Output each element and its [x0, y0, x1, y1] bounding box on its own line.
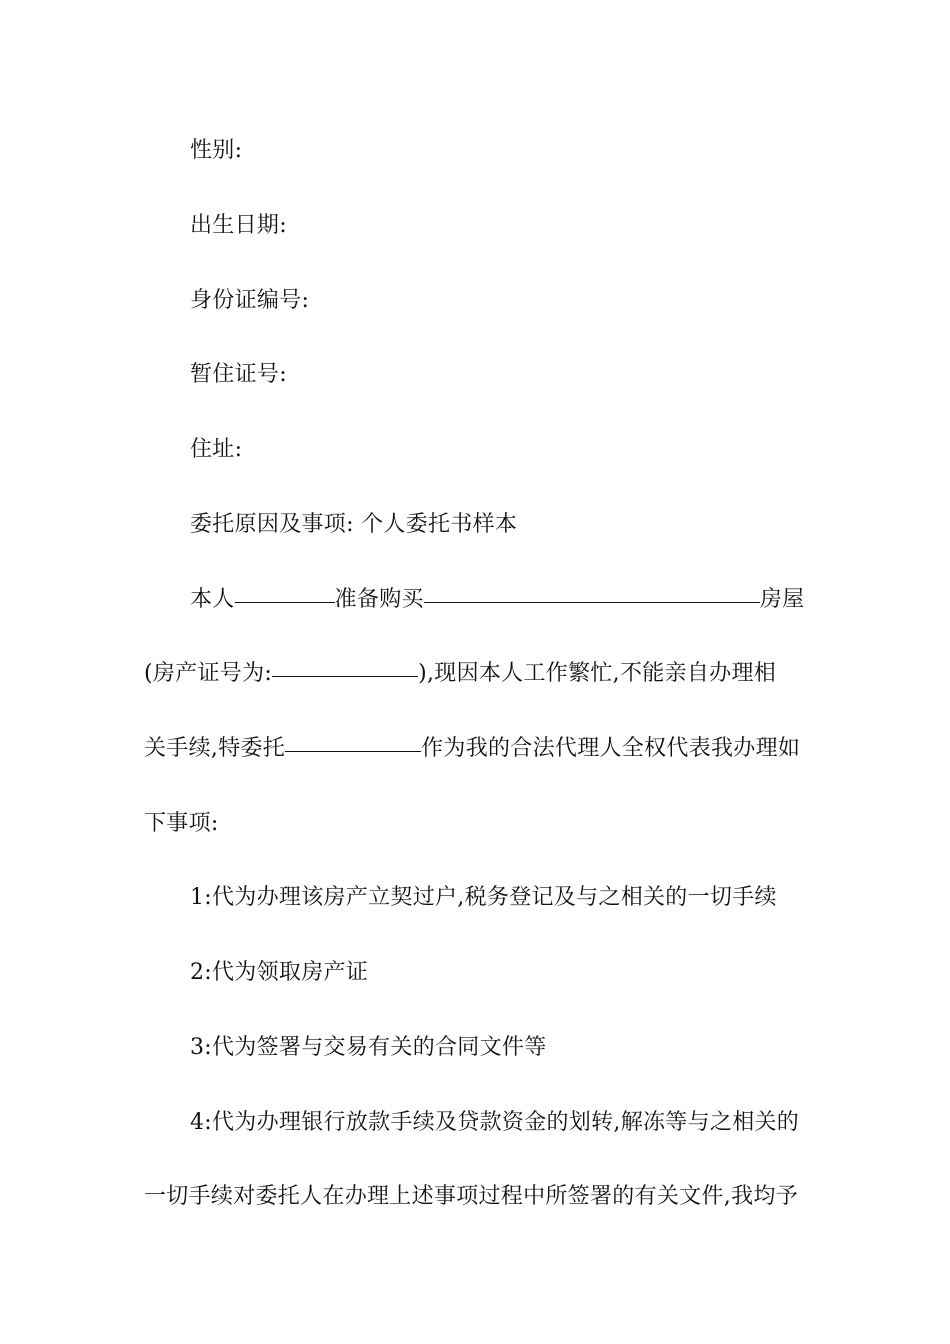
- paragraph-tail: 一切手续对委托人在办理上述事项过程中所签署的有关文件,我均予: [144, 1184, 798, 1209]
- list-item: 3:代为签署与交易有关的合同文件等: [190, 1035, 547, 1060]
- field-birth-date: 出生日期:: [190, 213, 287, 238]
- field-address: 住址:: [190, 437, 243, 462]
- list-item: 1:代为办理该房产立契过户,税务登记及与之相关的一切手续: [190, 885, 777, 910]
- fill-blank-agent: [285, 731, 421, 752]
- field-id-number: 身份证编号:: [190, 288, 310, 313]
- paragraph-line-1: [144, 580, 808, 620]
- text-segment: 本人: [190, 587, 235, 612]
- fill-blank-buyer: [235, 582, 335, 603]
- text-segment: (房产证号为:: [144, 661, 273, 686]
- paragraph-line-4: 下事项:: [144, 811, 219, 836]
- text-segment: 作为我的合法代理人全权代表我办理如: [421, 736, 801, 761]
- list-item: 2:代为领取房产证: [190, 960, 369, 985]
- field-reason: 委托原因及事项: 个人委托书样本: [190, 512, 518, 537]
- text-segment: 准备购买: [334, 587, 424, 612]
- paragraph-line-3: [144, 729, 808, 769]
- field-gender: 性别:: [190, 138, 243, 163]
- fill-blank-property: [424, 582, 760, 603]
- list-item: 4:代为办理银行放款手续及贷款资金的划转,解冻等与之相关的: [190, 1110, 800, 1135]
- fill-blank-certificate: [272, 656, 418, 677]
- text-segment: ),现因本人工作繁忙,不能亲自办理相: [418, 661, 777, 686]
- paragraph-line-2: [144, 654, 808, 694]
- text-segment: 房屋: [759, 587, 805, 612]
- field-temp-residence: 暂住证号:: [190, 362, 287, 387]
- text-segment: 关手续,特委托: [144, 736, 286, 761]
